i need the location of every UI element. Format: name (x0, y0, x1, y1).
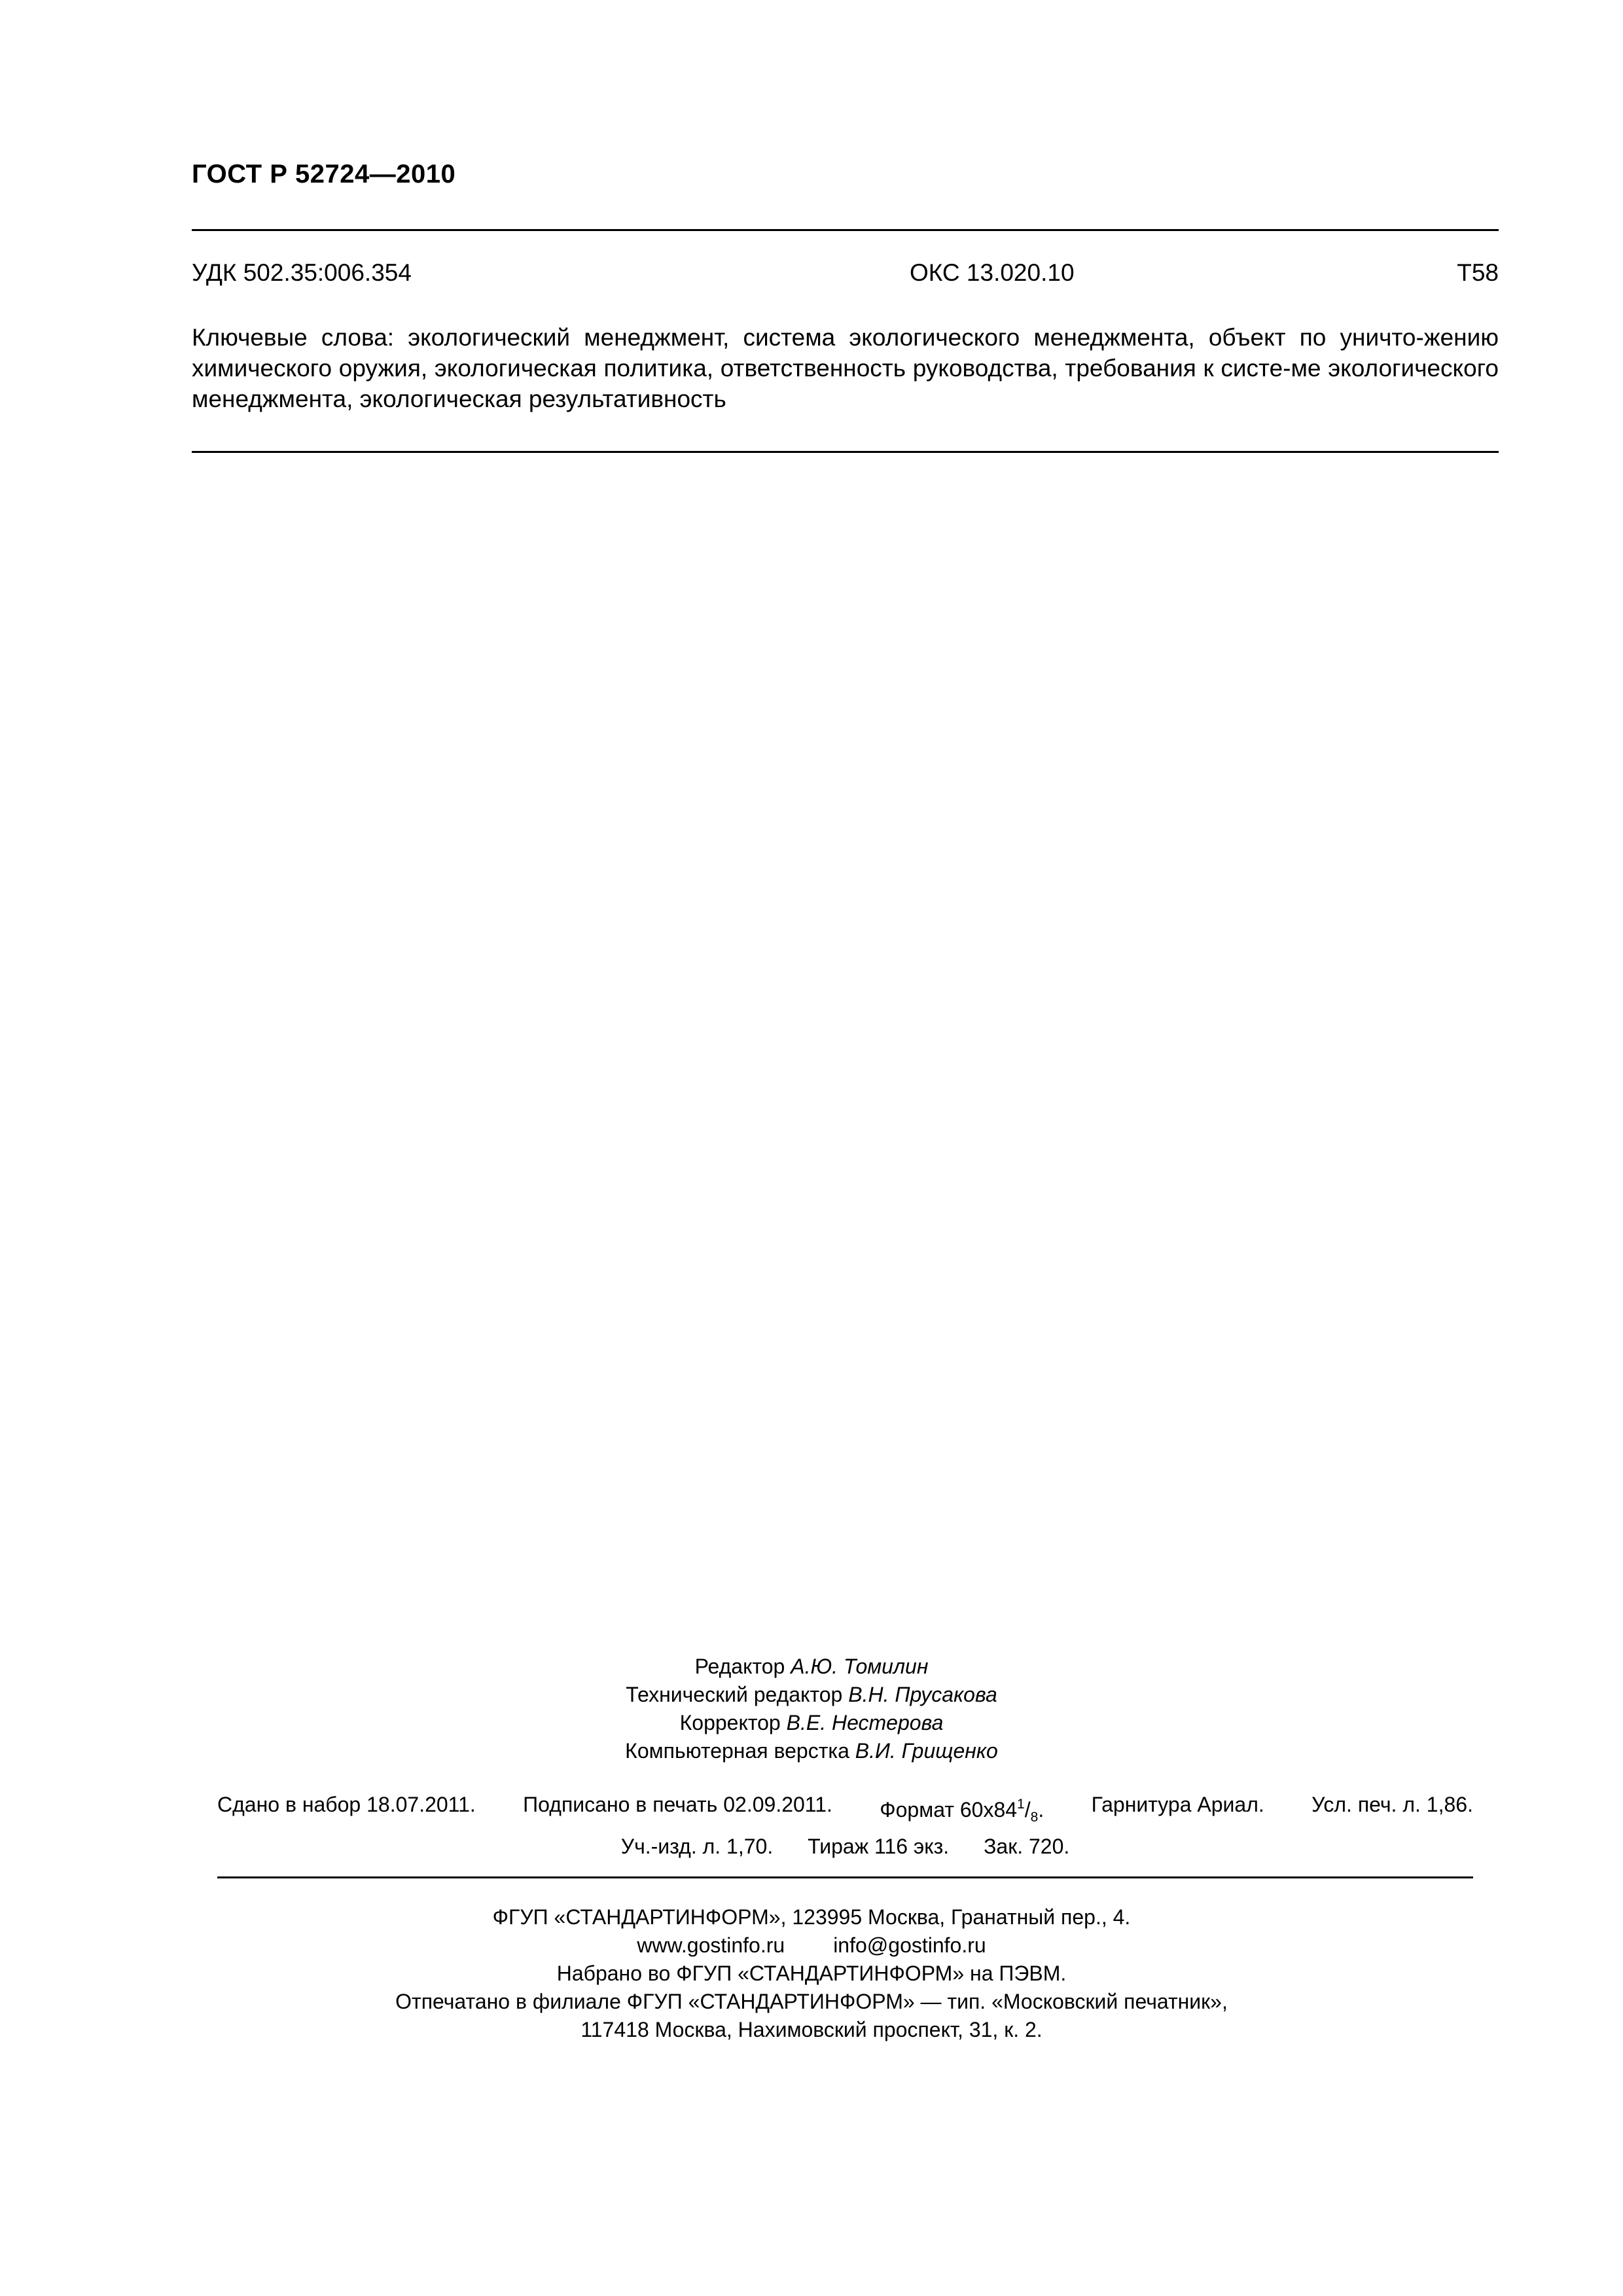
credit-role: Корректор (679, 1711, 781, 1734)
order-number: Зак. 720. (984, 1835, 1070, 1858)
print-sheets: Усл. печ. л. 1,86. (1311, 1793, 1473, 1816)
imprint-row (217, 1790, 1473, 1832)
keywords-divider (192, 451, 1499, 453)
printed-note: Отпечатано в филиале ФГУП «СТАНДАРТИНФОРМ» — тип. «Московский печатник», (395, 1990, 1228, 2013)
credits-block (0, 1653, 1623, 1765)
publisher-block (0, 1903, 1623, 2044)
signed-date: Подписано в печать 02.09.2011. (523, 1793, 832, 1816)
submitted-date: Сдано в набор 18.07.2011. (217, 1793, 476, 1816)
publisher-address: ФГУП «СТАНДАРТИНФОРМ», 123995 Москва, Гранатный пер., 4. (492, 1905, 1131, 1929)
credit-proofreader (0, 1709, 1623, 1737)
website-link[interactable]: www.gostinfo.ru (637, 1933, 785, 1957)
imprint-block (217, 1790, 1473, 1861)
credit-role: Компьютерная верстка (625, 1739, 849, 1763)
credit-role: Редактор (694, 1655, 785, 1678)
credit-role: Технический редактор (626, 1683, 843, 1706)
edit-sheets: Уч.-изд. л. 1,70. (620, 1835, 774, 1858)
credit-person: В.Н. Прусакова (848, 1683, 997, 1706)
publisher-contacts (0, 1931, 1623, 1960)
email-link[interactable]: info@gostinfo.ru (833, 1933, 986, 1957)
document-code: ГОСТ Р 52724—2010 (192, 160, 456, 188)
oks-code: ОКС 13.020.10 (910, 259, 1075, 286)
typeface: Гарнитура Ариал. (1091, 1793, 1264, 1816)
credit-editor (0, 1653, 1623, 1681)
format-suffix: . (1038, 1798, 1044, 1821)
credit-person: В.Е. Нестерова (786, 1711, 944, 1734)
typeset-note: Набрано во ФГУП «СТАНДАРТИНФОРМ» на ПЭВМ. (556, 1962, 1067, 1985)
t-code: Т58 (1457, 259, 1499, 286)
format-denominator: 8 (1030, 1810, 1039, 1825)
format-numerator: 1 (1017, 1797, 1025, 1812)
keywords-paragraph: Ключевые слова: экологический менеджмент, система экологического менеджмента, объект по уничто-жению химического оружия, экологическая политика, ответственность руководства, требования к систе-ме экологического менеджмента, экологическая результативность (192, 324, 1499, 412)
imprint-row (217, 1832, 1473, 1861)
printer-address: 117418 Москва, Нахимовский проспект, 31, к. 2. (580, 2018, 1043, 2041)
circulation: Тираж 116 экз. (808, 1835, 950, 1858)
top-divider (192, 229, 1499, 231)
udk-code: УДК 502.35:006.354 (192, 259, 412, 286)
classification-row (192, 259, 1499, 292)
format-prefix: Формат 60x84 (880, 1798, 1018, 1821)
paper-format: Формат $60x84^1/_8$. (880, 1797, 1044, 1825)
credit-person: А.Ю. Томилин (791, 1655, 929, 1678)
credit-tech-editor (0, 1681, 1623, 1709)
imprint-divider (217, 1876, 1473, 1878)
credit-person: В.И. Грищенко (855, 1739, 998, 1763)
credit-layout (0, 1737, 1623, 1765)
